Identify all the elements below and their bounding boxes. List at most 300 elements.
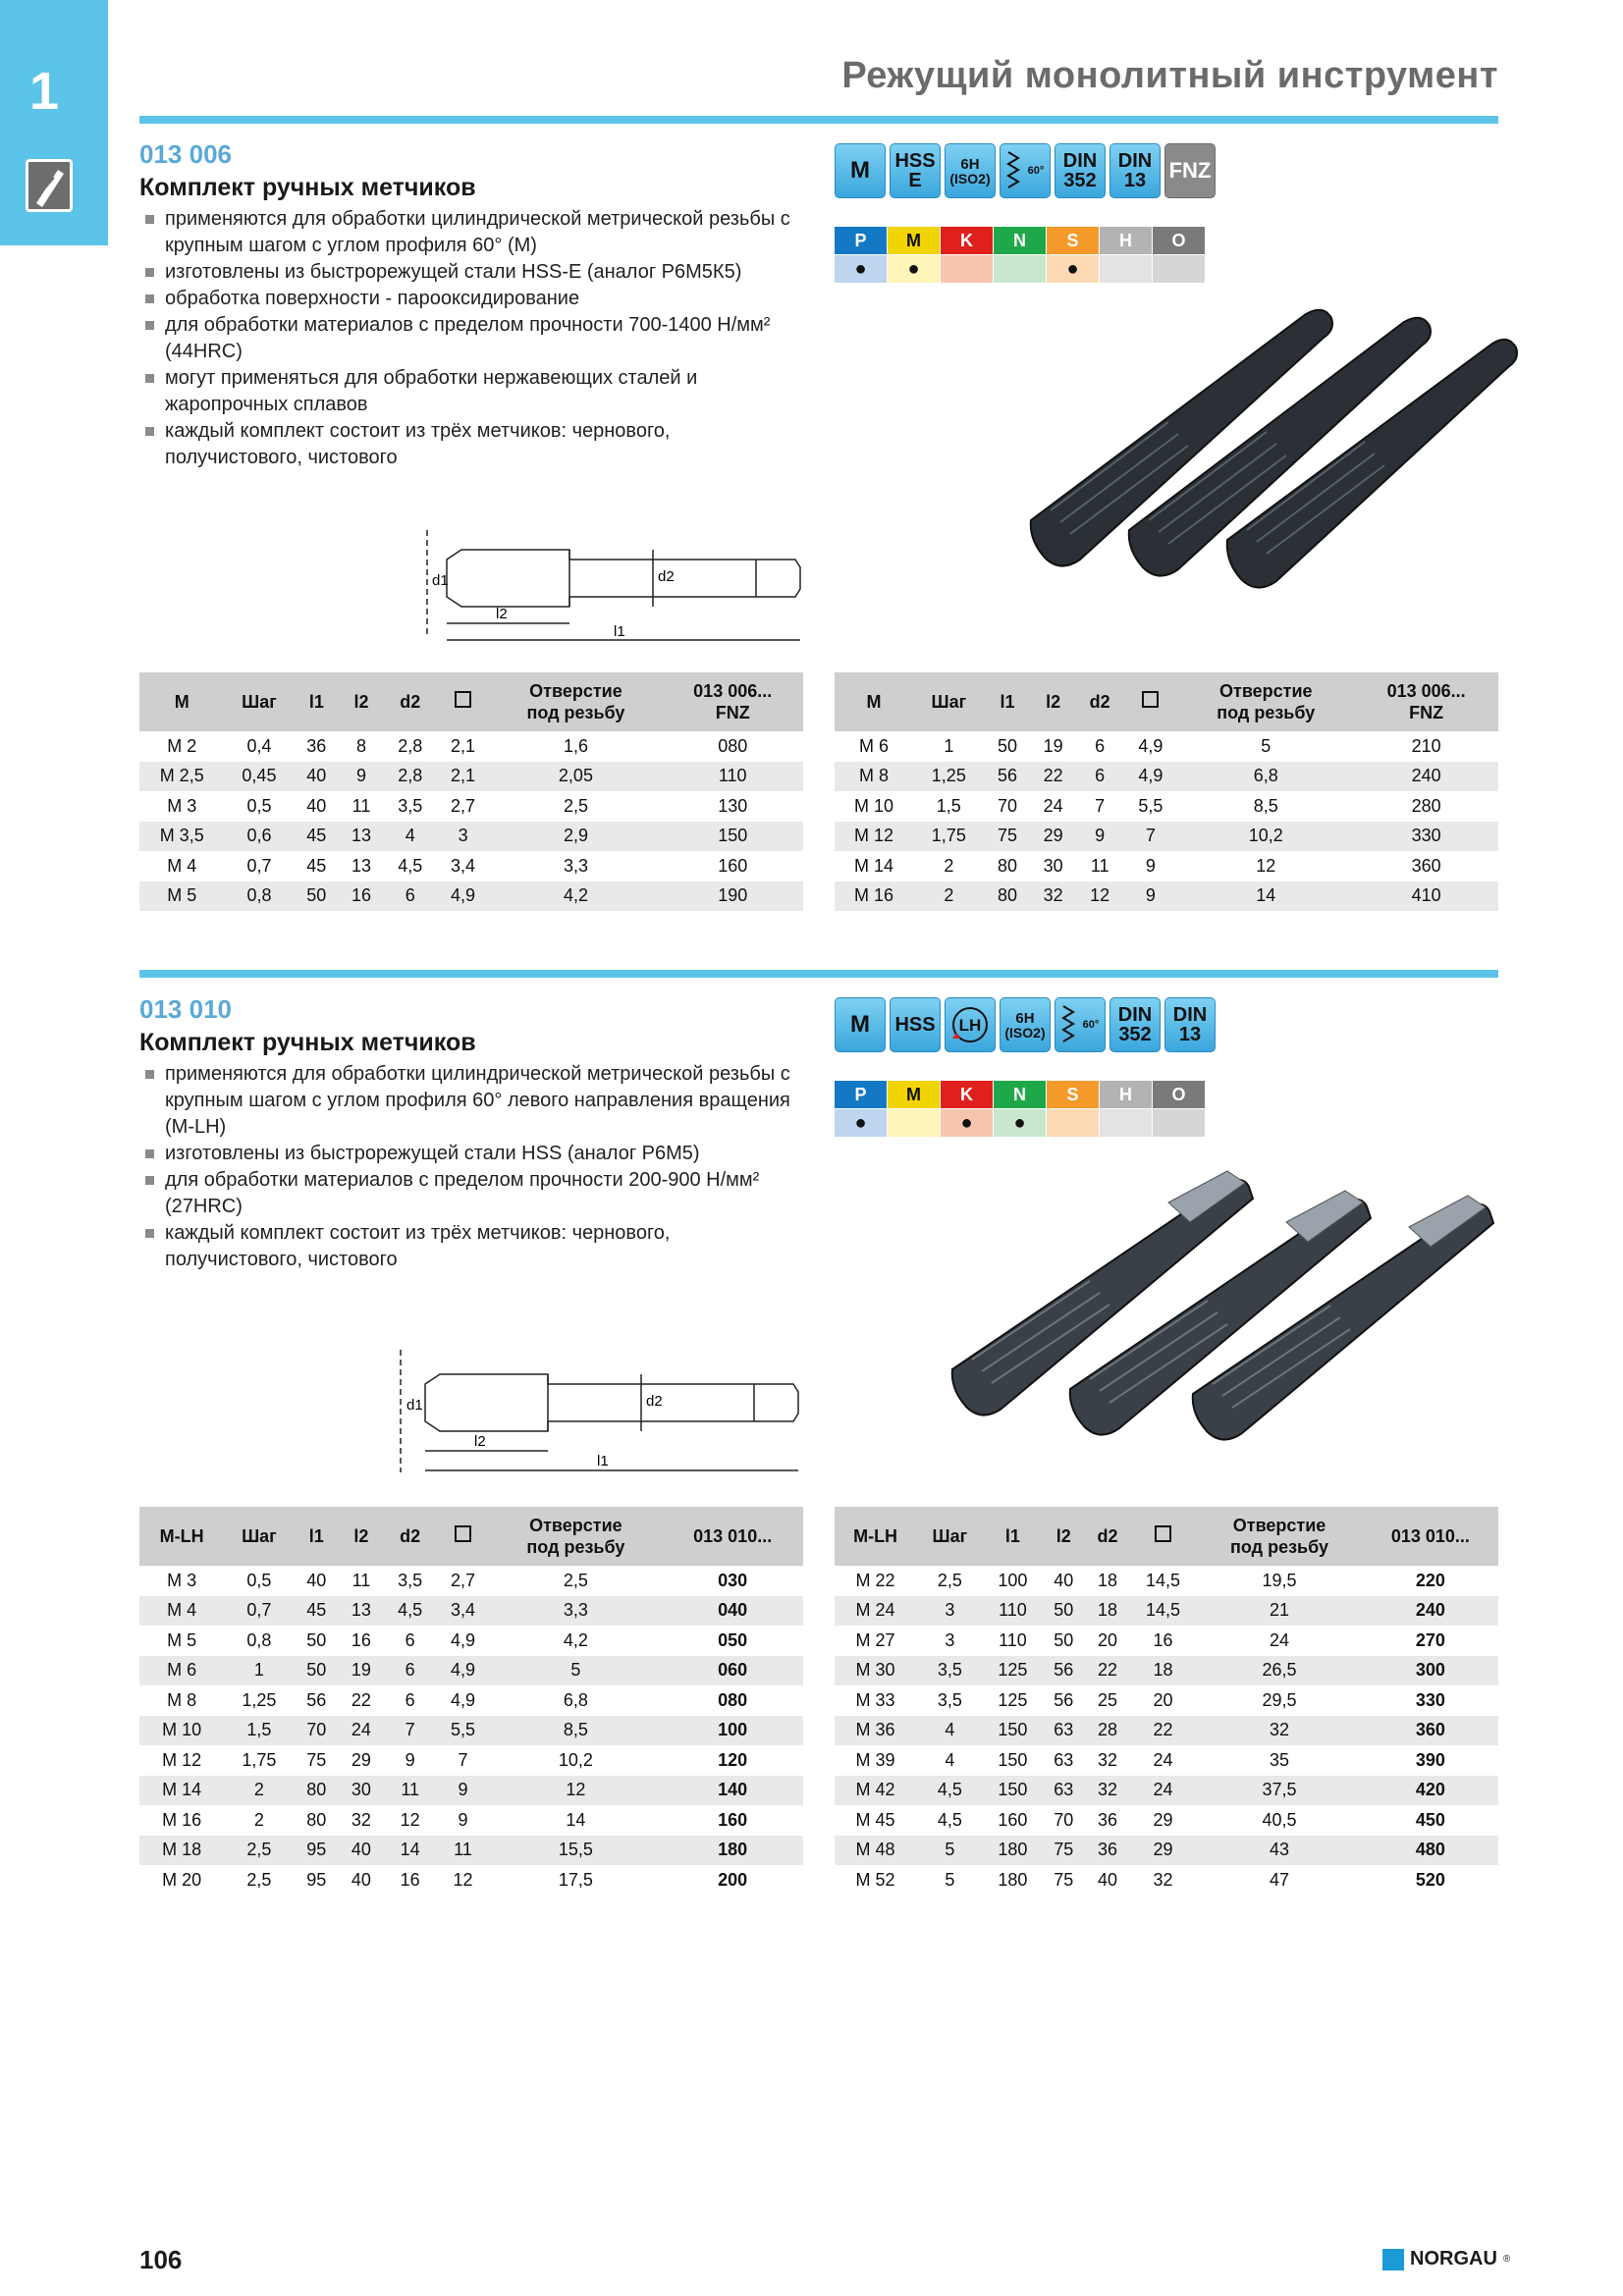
table-cell: M 42: [835, 1776, 916, 1806]
table-cell: 0,8: [246, 1629, 272, 1650]
table-cell: 32: [1030, 881, 1076, 912]
material-dot: ●: [835, 255, 888, 284]
table-cell: 22: [1130, 1716, 1197, 1746]
table-cell: 11: [352, 1570, 371, 1590]
table-cell: 1,5: [936, 795, 961, 816]
table-cell: 6: [405, 1629, 415, 1650]
table-cell: 50: [294, 881, 339, 912]
table-cell: 11: [1090, 855, 1109, 876]
table-cell: 19,5: [1262, 1570, 1297, 1590]
table-cell: 9: [1076, 822, 1123, 852]
feature-item: изготовлены из быстрорежущей стали HSS (аналог Р6М5): [141, 1141, 809, 1167]
table-cell: 30: [339, 1776, 384, 1806]
table-cell: 3,5: [916, 1656, 983, 1686]
table-cell: 22: [1085, 1656, 1130, 1686]
table-cell: 2,5: [937, 1570, 962, 1590]
spec-badges: [835, 997, 1216, 1052]
material-hss-badge: HSS: [890, 997, 941, 1052]
table-cell: 9: [437, 1776, 490, 1806]
feature-item: каждый комплект состоит из трёх метчиков: чернового, получистового, чистового: [141, 1220, 809, 1273]
table-cell: 3,5: [398, 795, 423, 816]
table-cell: 130: [718, 795, 748, 816]
table-cell: 2,1: [437, 762, 490, 792]
col-header: l1: [984, 1507, 1043, 1566]
table-cell: 70: [997, 795, 1017, 816]
table-cell: M 18: [139, 1836, 224, 1866]
table-cell: 40: [339, 1836, 384, 1866]
table-cell: 9: [405, 1749, 415, 1770]
registered-mark: ®: [1502, 2254, 1511, 2265]
table-cell: M 27: [855, 1629, 895, 1650]
table-cell: 0,6: [224, 822, 294, 852]
feature-item: для обработки материалов с пределом прочности 200-900 Н/мм² (27HRC): [141, 1167, 809, 1220]
table-cell: 2,8: [398, 735, 423, 756]
table-cell: 360: [1411, 855, 1441, 876]
material-dot: ●: [941, 1109, 994, 1138]
table-cell: 8: [355, 735, 366, 756]
table-cell: 36: [1085, 1836, 1130, 1866]
table-cell: 4,5: [384, 1596, 437, 1627]
table-cell: 3,5: [398, 1570, 423, 1590]
table-cell: M 14: [853, 855, 894, 876]
table-cell: 1,25: [913, 762, 985, 792]
table-cell: 3,3: [563, 855, 588, 876]
table-row: [139, 791, 803, 822]
table-cell: 4: [945, 1749, 955, 1770]
table-cell: 180: [662, 1836, 803, 1866]
material-group-p: P: [835, 227, 888, 255]
square-icon: [1123, 672, 1177, 731]
table-cell: 3: [916, 1596, 983, 1627]
table-cell: 060: [662, 1656, 803, 1686]
table-cell: M 52: [855, 1869, 895, 1890]
table-cell: 160: [998, 1809, 1028, 1830]
table-cell: 12: [1076, 881, 1123, 912]
col-header: 013 010...: [662, 1507, 803, 1566]
table-cell: 29: [1130, 1836, 1197, 1866]
table-cell: 75: [985, 822, 1031, 852]
table-cell: 75: [1054, 1869, 1074, 1890]
svg-text:l1: l1: [614, 623, 625, 640]
table-cell: 14,5: [1146, 1570, 1181, 1590]
table-cell: 1,75: [913, 822, 985, 852]
col-header: Отверстие под резьбу: [1196, 1507, 1362, 1566]
material-dot: ●: [1047, 255, 1100, 284]
left-hand-icon: LH: [945, 997, 996, 1052]
table-cell: 420: [1363, 1776, 1498, 1806]
table-cell: M 24: [835, 1596, 916, 1627]
table-cell: 480: [1363, 1836, 1498, 1866]
table-row: [139, 1776, 803, 1806]
table-cell: 2,7: [450, 1570, 475, 1590]
table-cell: 7: [384, 1716, 437, 1746]
table-cell: 11: [384, 1776, 437, 1806]
sizes-table: [139, 672, 803, 911]
table-cell: 35: [1270, 1749, 1290, 1770]
product-title: Комплект ручных метчиков: [139, 1029, 476, 1056]
table-cell: 4: [916, 1716, 983, 1746]
table-cell: 0,4: [246, 735, 272, 756]
table-row: [139, 1685, 803, 1716]
table-cell: 70: [294, 1716, 339, 1746]
table-cell: 16: [339, 881, 384, 912]
table-cell: 75: [1042, 1836, 1085, 1866]
table-cell: 9: [339, 762, 384, 792]
table-cell: 2,7: [451, 795, 476, 816]
sizes-table: [835, 1507, 1498, 1896]
table-row: [139, 1805, 803, 1836]
table-cell: 50: [997, 735, 1017, 756]
svg-text:l2: l2: [474, 1433, 486, 1450]
table-cell: 14: [1177, 881, 1354, 912]
table-row: [835, 1656, 1498, 1686]
table-cell: 125: [984, 1656, 1043, 1686]
material-dot: [1100, 255, 1153, 284]
table-cell: 10,2: [1177, 822, 1354, 852]
table-cell: 1: [224, 1656, 294, 1686]
material-dot: ●: [994, 1109, 1047, 1138]
din-13-badge: DIN 13: [1164, 997, 1216, 1052]
table-cell: 190: [662, 881, 803, 912]
table-row: [835, 851, 1498, 881]
table-cell: 17,5: [558, 1869, 593, 1890]
table-row: [139, 1745, 803, 1776]
table-cell: M 12: [162, 1749, 202, 1770]
product-code: 013 010: [139, 994, 232, 1024]
table-cell: 13: [351, 855, 371, 876]
table-cell: 24: [1270, 1629, 1290, 1650]
table-cell: M 30: [835, 1656, 916, 1686]
table-row: [835, 731, 1498, 762]
table-cell: 22: [1030, 762, 1076, 792]
table-cell: 32: [1196, 1716, 1362, 1746]
table-row: [835, 1865, 1498, 1896]
svg-text:l2: l2: [496, 606, 508, 622]
table-cell: M 10: [139, 1716, 224, 1746]
table-cell: 40: [1054, 1570, 1074, 1590]
table-cell: 9: [458, 1809, 468, 1830]
table-cell: 3,4: [451, 855, 476, 876]
section-title: Режущий монолитный инструмент: [841, 55, 1498, 96]
table-cell: 11: [352, 795, 371, 816]
table-row: [835, 822, 1498, 852]
table-cell: 6,8: [563, 1689, 588, 1710]
table-cell: 12: [1256, 855, 1276, 876]
table-cell: 20: [1153, 1689, 1173, 1710]
table-cell: 3: [437, 822, 490, 852]
table-cell: 2: [253, 1809, 264, 1830]
material-group-table: [834, 226, 1206, 284]
table-cell: 18: [1098, 1570, 1118, 1590]
table-cell: 8,5: [489, 1716, 662, 1746]
col-header: Отверстие под резьбу: [489, 1507, 662, 1566]
table-cell: 43: [1196, 1836, 1362, 1866]
feature-item: изготовлены из быстрорежущей стали HSS-E (аналог Р6М5К5): [141, 259, 809, 286]
table-cell: 21: [1196, 1596, 1362, 1627]
table-cell: M 45: [855, 1809, 895, 1830]
din-352-badge: DIN 352: [1055, 143, 1106, 198]
thread-type-badge: M: [835, 143, 886, 198]
table-cell: 7: [458, 1749, 468, 1770]
product-code: 013 006: [139, 139, 232, 169]
table-row: [835, 1716, 1498, 1746]
table-cell: M 48: [835, 1836, 916, 1866]
feature-item: для обработки материалов с пределом прочности 700-1400 Н/мм² (44HRC): [141, 312, 809, 365]
table-cell: 13: [339, 822, 384, 852]
chapter-number: 1: [29, 62, 60, 121]
table-cell: 4,9: [1138, 735, 1163, 756]
table-cell: 450: [1415, 1809, 1445, 1830]
table-cell: 32: [1153, 1869, 1173, 1890]
table-row: [835, 1805, 1498, 1836]
table-cell: 8,5: [1253, 795, 1278, 816]
table-cell: 4: [384, 822, 437, 852]
material-dot: ●: [888, 255, 941, 284]
din-352-badge: DIN 352: [1109, 997, 1161, 1052]
table-cell: 63: [1042, 1716, 1085, 1746]
table-cell: 270: [1415, 1629, 1445, 1650]
table-cell: M 33: [855, 1689, 895, 1710]
col-header: Отверстие под резьбу: [1177, 672, 1354, 731]
table-row: [835, 762, 1498, 792]
table-cell: 280: [1411, 795, 1441, 816]
material-group-o: O: [1153, 1081, 1206, 1109]
feature-item: применяются для обработки цилиндрической метрической резьбы с крупным шагом с углом профиля 60° (M): [141, 206, 809, 259]
table-cell: 75: [306, 1749, 327, 1770]
table-cell: 6: [384, 881, 437, 912]
table-row: [139, 762, 803, 792]
table-cell: 20: [1098, 1629, 1118, 1650]
col-header: M: [139, 672, 224, 731]
table-cell: M 3,5: [139, 822, 224, 852]
table-cell: 3,5: [937, 1689, 962, 1710]
material-group-k: K: [941, 227, 994, 255]
brand-logo: [1382, 2248, 1510, 2270]
material-group-table: [834, 1080, 1206, 1138]
table-row: [139, 1836, 803, 1866]
table-cell: 150: [984, 1776, 1043, 1806]
table-cell: 2: [913, 881, 985, 912]
table-cell: 5: [489, 1656, 662, 1686]
table-cell: 10,2: [558, 1749, 593, 1770]
material-dot: [994, 255, 1047, 284]
col-header: Шаг: [224, 1507, 294, 1566]
square-icon: [1130, 1507, 1197, 1566]
table-cell: 40: [306, 1570, 327, 1590]
table-cell: 1,5: [224, 1716, 294, 1746]
table-cell: 200: [718, 1869, 748, 1890]
table-cell: 12: [400, 1809, 420, 1830]
table-cell: 150: [662, 822, 803, 852]
table-cell: 2,9: [489, 822, 662, 852]
table-cell: M 8: [835, 762, 913, 792]
table-cell: 125: [998, 1689, 1028, 1710]
material-group-s: S: [1047, 227, 1100, 255]
table-cell: 32: [1098, 1749, 1118, 1770]
table-cell: 080: [718, 735, 748, 756]
table-cell: 150: [984, 1716, 1043, 1746]
table-cell: 29: [1030, 822, 1076, 852]
table-row: [139, 1626, 803, 1656]
col-header: d2: [1085, 1507, 1130, 1566]
table-cell: M 2: [167, 735, 197, 756]
table-cell: 6,8: [1177, 762, 1354, 792]
table-cell: 40: [1098, 1869, 1118, 1890]
table-cell: 6: [384, 1656, 437, 1686]
sizes-table: [835, 672, 1498, 911]
col-header: d2: [1076, 672, 1123, 731]
col-header: M-LH: [835, 1507, 916, 1566]
tolerance-badge: 6H (ISO2): [1000, 997, 1051, 1052]
table-cell: 80: [997, 855, 1017, 876]
table-row: [835, 1836, 1498, 1866]
brand-name: NORGAU: [1410, 2248, 1497, 2269]
material-dot: [1100, 1109, 1153, 1138]
table-cell: 95: [306, 1869, 327, 1890]
feature-item: применяются для обработки цилиндрической метрической резьбы с крупным шагом с углом профиля 60° левого направления вращения (M-LH): [141, 1061, 809, 1141]
table-cell: 50: [1042, 1596, 1085, 1627]
table-cell: 1,75: [242, 1749, 277, 1770]
tap-dimension-drawing: [391, 1345, 803, 1482]
table-cell: 110: [999, 1629, 1027, 1650]
col-header: 013 006... FNZ: [1354, 672, 1498, 731]
table-cell: 50: [1054, 1629, 1074, 1650]
table-cell: 5: [945, 1869, 955, 1890]
table-cell: 4,9: [450, 1629, 475, 1650]
square-icon: [437, 1507, 490, 1566]
table-cell: 9: [1145, 855, 1156, 876]
material-dot: [1047, 1109, 1100, 1138]
table-cell: 5,5: [1138, 795, 1163, 816]
table-cell: 40: [294, 762, 339, 792]
table-cell: 150: [998, 1749, 1028, 1770]
material-group-h: H: [1100, 1081, 1153, 1109]
table-cell: 6: [1095, 735, 1106, 756]
table-cell: 80: [985, 881, 1031, 912]
table-row: [835, 1566, 1498, 1596]
table-cell: 240: [1363, 1596, 1498, 1627]
col-header: l1: [294, 1507, 339, 1566]
page-number: 106: [139, 2245, 183, 2274]
table-cell: 2,5: [246, 1869, 272, 1890]
material-group-m: M: [888, 227, 941, 255]
table-cell: 63: [1042, 1776, 1085, 1806]
table-cell: 110: [662, 762, 803, 792]
table-cell: 29,5: [1262, 1689, 1297, 1710]
col-header: l2: [339, 672, 384, 731]
table-cell: 0,5: [246, 1570, 272, 1590]
table-cell: 4,2: [489, 881, 662, 912]
table-row: [139, 851, 803, 881]
col-header: Шаг: [916, 1507, 983, 1566]
thread-type-badge: M: [835, 997, 886, 1052]
table-cell: M 5: [167, 1629, 197, 1650]
table-cell: 19: [1043, 735, 1063, 756]
table-cell: 16: [1153, 1629, 1173, 1650]
col-header: l1: [985, 672, 1031, 731]
col-header: l2: [339, 1507, 384, 1566]
table-cell: 3,3: [489, 1596, 662, 1627]
table-cell: 95: [294, 1836, 339, 1866]
table-cell: 4,5: [937, 1809, 962, 1830]
table-row: [139, 1716, 803, 1746]
table-cell: 410: [1354, 881, 1498, 912]
col-header: M: [835, 672, 913, 731]
table-cell: 16: [351, 1629, 371, 1650]
table-cell: M 2,5: [139, 762, 224, 792]
table-cell: 2: [944, 855, 954, 876]
col-header: Шаг: [224, 672, 294, 731]
table-cell: 330: [1354, 822, 1498, 852]
table-cell: 2,05: [489, 762, 662, 792]
material-group-h: H: [1100, 227, 1153, 255]
thread-angle-icon: 60°: [1000, 143, 1051, 198]
svg-text:d2: d2: [658, 568, 675, 585]
material-hss-badge: HSS E: [890, 143, 941, 198]
table-cell: 0,8: [224, 881, 294, 912]
material-dot: [1153, 1109, 1206, 1138]
table-cell: 36: [306, 735, 327, 756]
tolerance-badge: 6H (ISO2): [945, 143, 996, 198]
table-cell: 9: [1123, 881, 1177, 912]
table-cell: 0,7: [246, 855, 272, 876]
table-cell: 5: [1261, 735, 1271, 756]
table-cell: 040: [662, 1596, 803, 1627]
table-cell: 12: [489, 1776, 662, 1806]
table-cell: 0,5: [246, 795, 272, 816]
section-rule: [139, 970, 1498, 978]
table-cell: 220: [1415, 1570, 1445, 1590]
product-title: Комплект ручных метчиков: [139, 174, 476, 201]
table-cell: 15,5: [489, 1836, 662, 1866]
table-cell: M 22: [855, 1570, 895, 1590]
feature-list: [141, 1061, 809, 1273]
table-cell: M 14: [139, 1776, 224, 1806]
table-cell: M 39: [855, 1749, 895, 1770]
col-header: l1: [294, 672, 339, 731]
table-cell: 36: [1098, 1809, 1118, 1830]
table-cell: 7: [1095, 795, 1106, 816]
fnz-badge: FNZ: [1164, 143, 1216, 198]
feature-item: обработка поверхности - парооксидирование: [141, 286, 809, 312]
table-cell: 210: [1411, 735, 1441, 756]
table-cell: 4,5: [398, 855, 423, 876]
table-cell: 0,45: [224, 762, 294, 792]
col-header: M-LH: [139, 1507, 224, 1566]
material-group-n: N: [994, 1081, 1047, 1109]
table-cell: 3: [945, 1629, 955, 1650]
table-cell: 180: [984, 1836, 1043, 1866]
table-cell: 0,7: [224, 1596, 294, 1627]
table-cell: 4,9: [450, 1689, 475, 1710]
table-cell: 45: [294, 1596, 339, 1627]
table-cell: 25: [1098, 1689, 1118, 1710]
table-cell: 2,8: [384, 762, 437, 792]
table-cell: M 4: [167, 855, 197, 876]
table-cell: 56: [1054, 1689, 1074, 1710]
table-cell: 5,5: [437, 1716, 490, 1746]
table-cell: M 4: [139, 1596, 224, 1627]
svg-text:d2: d2: [646, 1393, 663, 1410]
table-cell: M 5: [139, 881, 224, 912]
table-row: [835, 791, 1498, 822]
table-row: [835, 1745, 1498, 1776]
table-cell: 22: [351, 1689, 371, 1710]
col-header: l2: [1030, 672, 1076, 731]
chapter-tab: [0, 0, 108, 245]
table-cell: 2,5: [563, 795, 588, 816]
table-cell: 2: [224, 1776, 294, 1806]
